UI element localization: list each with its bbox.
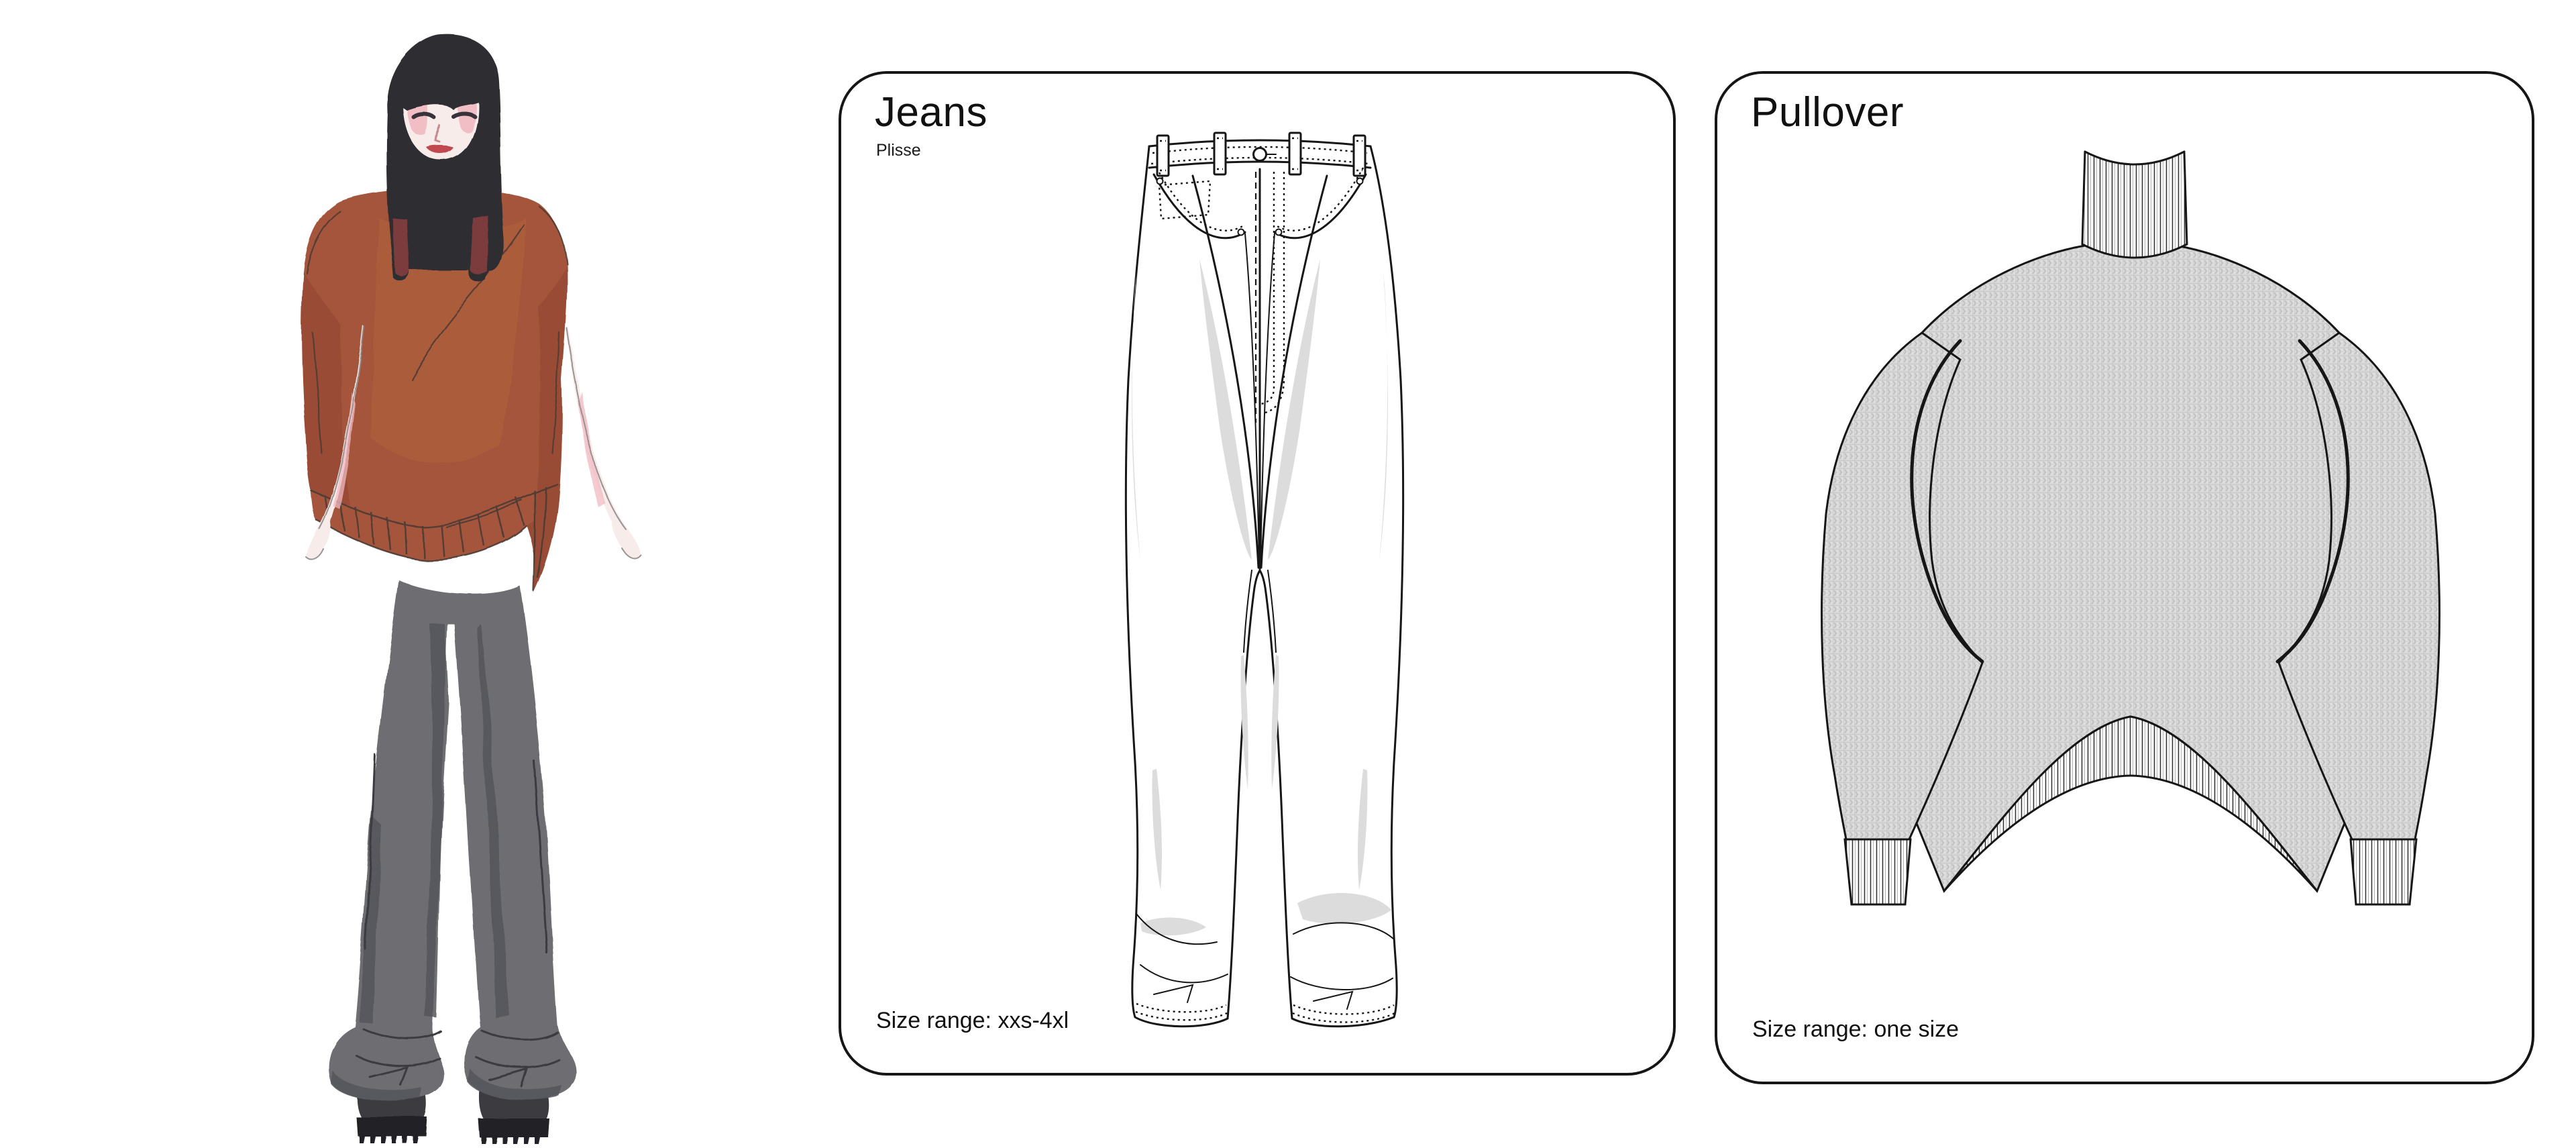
trousers [329,580,577,1102]
jeans-silhouette [1126,140,1403,1027]
head [386,34,504,282]
jeans-panel [839,71,1676,1076]
jeans-title: Jeans [875,89,987,136]
left-cuff [1845,839,1911,904]
pullover-body [1858,246,2403,891]
jeans-subtitle: Plisse [876,141,921,160]
model-illustration [231,17,674,1144]
waist-button [1254,148,1267,161]
right-arm [566,327,641,558]
pullover-title: Pullover [1751,89,1904,136]
pullover-flat-drawing [1784,138,2475,970]
pullover-panel [1715,71,2534,1084]
jeans-flat-drawing [1092,125,1428,1064]
pullover-size-range: Size range: one size [1752,1016,1960,1042]
turtleneck-collar [2082,152,2187,258]
right-cuff [2351,839,2416,904]
jeans-size-range: Size range: xxs-4xl [876,1008,1069,1033]
